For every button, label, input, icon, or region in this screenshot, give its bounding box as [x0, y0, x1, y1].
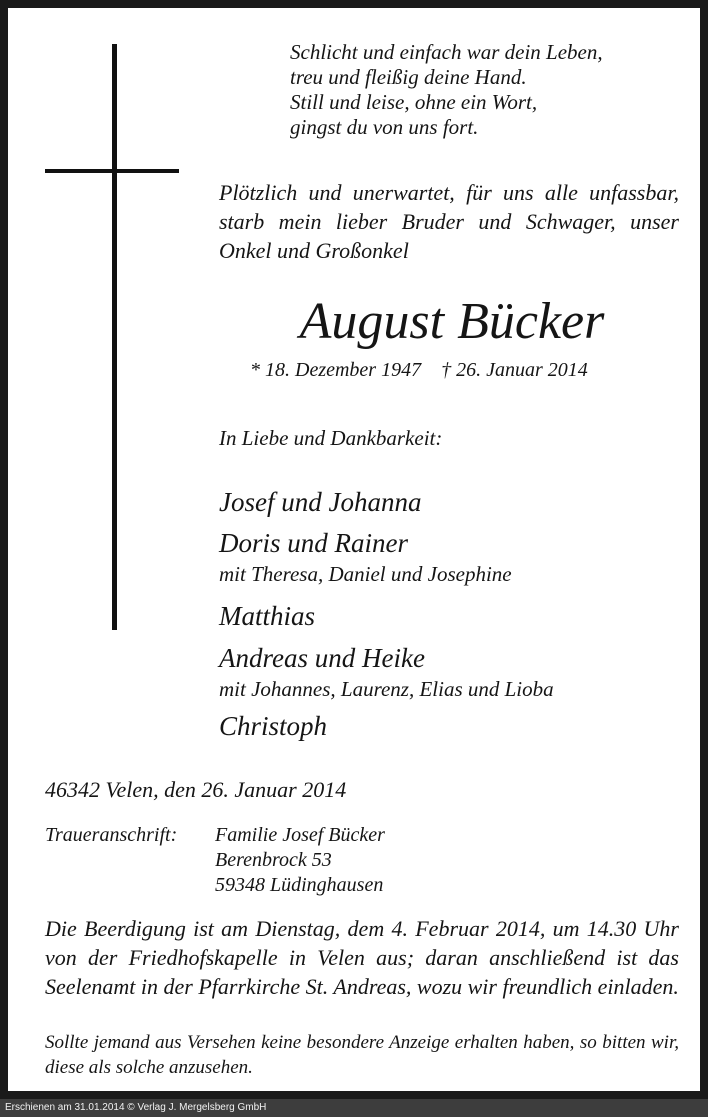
- poem: [290, 40, 603, 140]
- intro-text: Plötzlich und unerwartet, für uns alle unfassbar, starb mein lieber Bruder und Schwager, unser Onkel und Großonkel: [219, 180, 679, 263]
- cross-icon-bar: [45, 169, 179, 173]
- family-name: Josef und Johanna: [219, 487, 422, 517]
- place-date: 46342 Velen, den 26. Januar 2014: [45, 777, 347, 802]
- address: [215, 823, 385, 898]
- poem-line: gingst du von uns fort.: [290, 115, 479, 139]
- publication-footer: Erschienen am 31.01.2014 © Verlag J. Mergelsberg GmbH: [0, 1099, 708, 1117]
- address-line: Familie Josef Bücker: [215, 824, 385, 846]
- birth-date: * 18. Dezember 1947: [250, 359, 422, 381]
- family-name: Christoph: [219, 711, 328, 741]
- family-children: mit Johannes, Laurenz, Elias und Lioba: [219, 677, 554, 701]
- family-name: Matthias: [219, 601, 316, 631]
- life-dates: [250, 357, 588, 383]
- poem-line: Still und leise, ohne ein Wort,: [290, 90, 538, 114]
- poem-line: treu und fleißig deine Hand.: [290, 65, 527, 89]
- family-name: Andreas und Heike: [219, 643, 425, 673]
- address-line: 59348 Lüdinghausen: [215, 874, 384, 896]
- death-date: † 26. Januar 2014: [441, 359, 588, 381]
- poem-line: Schlicht und einfach war dein Leben,: [290, 40, 603, 64]
- note-text: Sollte jemand aus Versehen keine besondere Anzeige erhalten haben, so bitten wir, diese als solche anzusehen.: [45, 1032, 679, 1078]
- address-label: Traueranschrift:: [45, 824, 178, 846]
- family-name: Doris und Rainer: [219, 528, 408, 558]
- family-children: mit Theresa, Daniel und Josephine: [219, 562, 512, 586]
- address-line: Berenbrock 53: [215, 849, 332, 871]
- deceased-name: August Bücker: [299, 293, 605, 350]
- funeral-text: Die Beerdigung ist am Dienstag, dem 4. Februar 2014, um 14.30 Uhr von der Friedhofskapelle in Velen aus; daran anschließend ist das Seelenamt in der Pfarrkirche St. Andreas, wozu wir freundlich einladen.: [45, 916, 679, 999]
- thanks-line: In Liebe und Dankbarkeit:: [219, 426, 443, 450]
